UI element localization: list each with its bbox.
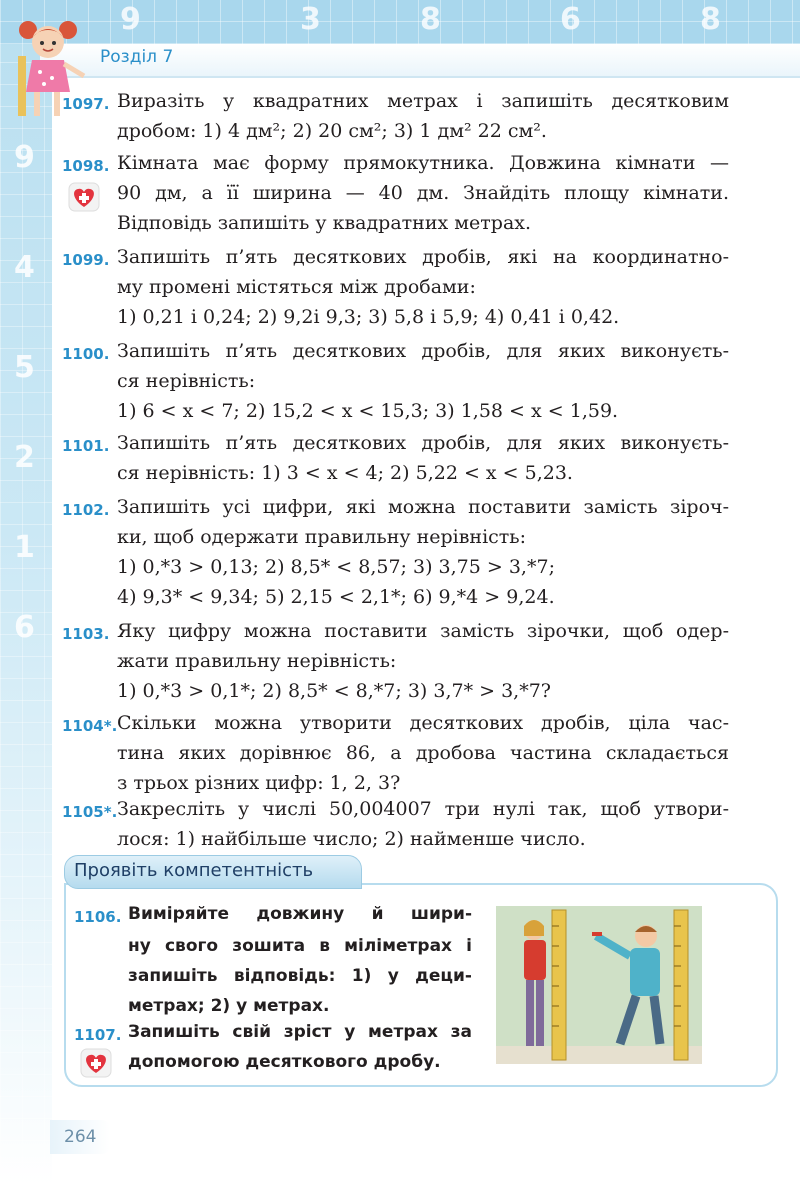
measuring-height-illustration [496,906,702,1064]
problem-number: 1102. [62,501,110,519]
problem-text-line: дробом: 1) 4 дм²; 2) 20 см²; 3) 1 дм² 22 см². [117,120,547,142]
competence-title: Проявіть компетентність [74,860,314,881]
strip-digit-decoration: 4 [14,250,35,285]
problem-text-line: 90 дм, а її ширина — 40 дм. Знайдіть площу кімнати. [117,182,729,204]
band-digit-decoration: 6 [560,2,581,37]
strip-digit-decoration: 6 [14,610,35,645]
problem-text-line: з трьох різних цифр: 1, 2, 3? [117,772,401,794]
health-heart-icon [80,1048,112,1078]
strip-digit-decoration: 5 [14,350,35,385]
problem-text-line: Яку цифру можна поставити замість зірочки, щоб одер- [117,620,729,642]
problem-text-line: ся нерівність: 1) 3 < x < 4; 2) 5,22 < x < 5,23. [117,462,573,484]
page-number: 264 [64,1127,97,1147]
strip-digit-decoration: 2 [14,440,35,475]
problem-text-line: Закресліть у числі 50,004007 три нулі так, щоб утвори- [117,798,729,820]
problem-number: 1105*. [62,803,118,821]
problem-text-line: Запишіть п’ять десяткових дробів, для яких виконуєть- [117,432,729,454]
competence-text-line: запишіть відповідь: 1) у деци- [128,966,472,986]
band-digit-decoration: 8 [700,2,721,37]
problem-text-line: лося: 1) найбільше число; 2) найменше число. [117,828,586,850]
section-title: Розділ 7 [100,47,174,67]
competence-text-line: допомогою десяткового дробу. [128,1052,441,1072]
problem-text-line: 1) 0,21 і 0,24; 2) 9,2і 9,3; 3) 5,8 і 5,9; 4) 0,41 і 0,42. [117,306,620,328]
problem-text-line: Кімната має форму прямокутника. Довжина кімнати — [117,152,729,174]
problem-text-line: 1) 0,*3 > 0,13; 2) 8,5* < 8,57; 3) 3,75 > 3,*7; [117,556,555,578]
problem-text-line: Запишіть п’ять десяткових дробів, які на координатно- [117,246,729,268]
problem-text-line: Скільки можна утворити десяткових дробів, ціла час- [117,712,729,734]
problem-text-line: 4) 9,3* < 9,34; 5) 2,15 < 2,1*; 6) 9,*4 > 9,24. [117,586,555,608]
problem-text-line: ки, щоб одержати правильну нерівність: [117,526,527,548]
problem-text-line: Відповідь запишіть у квадратних метрах. [117,212,532,234]
left-decorative-strip [0,0,52,1185]
competence-problem-number: 1106. [74,908,122,926]
problem-number: 1100. [62,345,110,363]
problem-text-line: 1) 6 < x < 7; 2) 15,2 < x < 15,3; 3) 1,58 < x < 1,59. [117,400,619,422]
problem-number: 1099. [62,251,110,269]
problem-text-line: Запишіть п’ять десяткових дробів, для яких виконуєть- [117,340,729,362]
band-digit-decoration: 9 [120,2,141,37]
strip-digit-decoration: 1 [14,530,35,565]
problem-text-line: Запишіть усі цифри, які можна поставити замість зіроч- [117,496,729,518]
competence-text-line: ну свого зошита в міліметрах і [128,936,472,956]
problem-text-line: 1) 0,*3 > 0,1*; 2) 8,5* < 8,*7; 3) 3,7* > 3,*7? [117,680,551,702]
problem-number: 1104*. [62,717,118,735]
strip-digit-decoration: 9 [14,140,35,175]
competence-text-line: метрах; 2) у метрах. [128,996,330,1016]
problem-number: 1098. [62,157,110,175]
problem-text-line: Виразіть у квадратних метрах і запишіть десятковим [117,90,729,112]
problem-text-line: жати правильну нерівність: [117,650,397,672]
problem-number: 1097. [62,95,110,113]
problem-text-line: му промені містяться між дробами: [117,276,476,298]
competence-problem-number: 1107. [74,1026,122,1044]
top-decorative-band [0,0,800,44]
competence-text-line: Запишіть свій зріст у метрах за [128,1022,472,1042]
health-heart-icon [68,182,100,212]
problem-number: 1103. [62,625,110,643]
problem-text-line: ся нерівність: [117,370,256,392]
band-digit-decoration: 8 [420,2,441,37]
competence-text-line: Виміряйте довжину й шири- [128,904,472,924]
problem-number: 1101. [62,437,110,455]
problem-text-line: тина яких дорівнює 86, а дробова частина складається [117,742,729,764]
band-digit-decoration: 3 [300,2,321,37]
